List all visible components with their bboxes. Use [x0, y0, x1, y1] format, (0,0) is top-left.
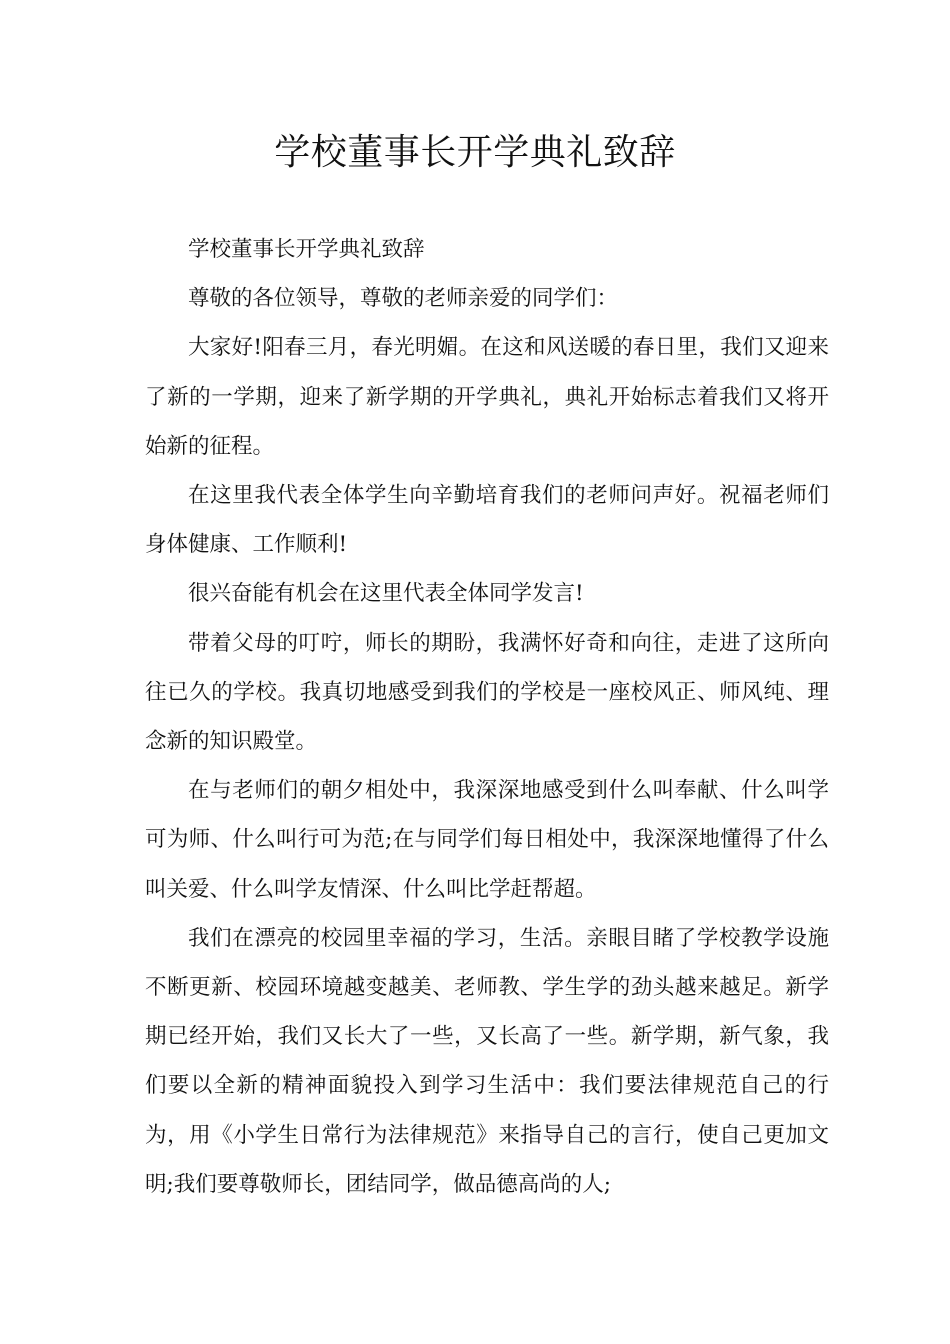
paragraph-new-semester: 我们在漂亮的校园里幸福的学习，生活。亲眼目睹了学校教学设施不断更新、校园环境越变越美、老师教、学生学的劲头越来越足。新学期已经开始，我们又长大了一些，又长高了一些。新学期，新气象，我们要以全新的精神面貌投入到学习生活中：我们要法律规范自己的行为，用《小学生日常行为法律规范》来指导自己的言行，使自己更加文明;我们要尊敬师长，团结同学，做品德高尚的人;	[145, 925, 829, 1197]
paragraph-teachers-classmates: 在与老师们的朝夕相处中，我深深地感受到什么叫奉献、什么叫学可为师、什么叫行可为范;在与同学们每日相处中，我深深地懂得了什么叫关爱、什么叫学友情深、什么叫比学赶帮超。	[145, 778, 829, 902]
paragraph-salutation: 尊敬的各位领导，尊敬的老师亲爱的同学们：	[188, 286, 619, 312]
paragraph-excitement: 很兴奋能有机会在这里代表全体同学发言!	[188, 581, 584, 607]
document-title: 学校董事长开学典礼致辞	[274, 132, 676, 173]
paragraph-school-impression: 带着父母的叮咛，师长的期盼，我满怀好奇和向往，走进了这所向往已久的学校。我真切地感受到我们的学校是一座校风正、师风纯、理念新的知识殿堂。	[145, 630, 829, 755]
document-body	[145, 225, 829, 1209]
paragraph-greeting: 大家好!阳春三月，春光明媚。在这和风送暖的春日里，我们又迎来了新的一学期，迎来了新学期的开学典礼，典礼开始标志着我们又将开始新的征程。	[145, 335, 829, 459]
paragraph-subtitle: 学校董事长开学典礼致辞	[188, 237, 425, 262]
paragraph-thanks: 在这里我代表全体学生向辛勤培育我们的老师问声好。祝福老师们身体健康、工作顺利!	[145, 483, 829, 558]
